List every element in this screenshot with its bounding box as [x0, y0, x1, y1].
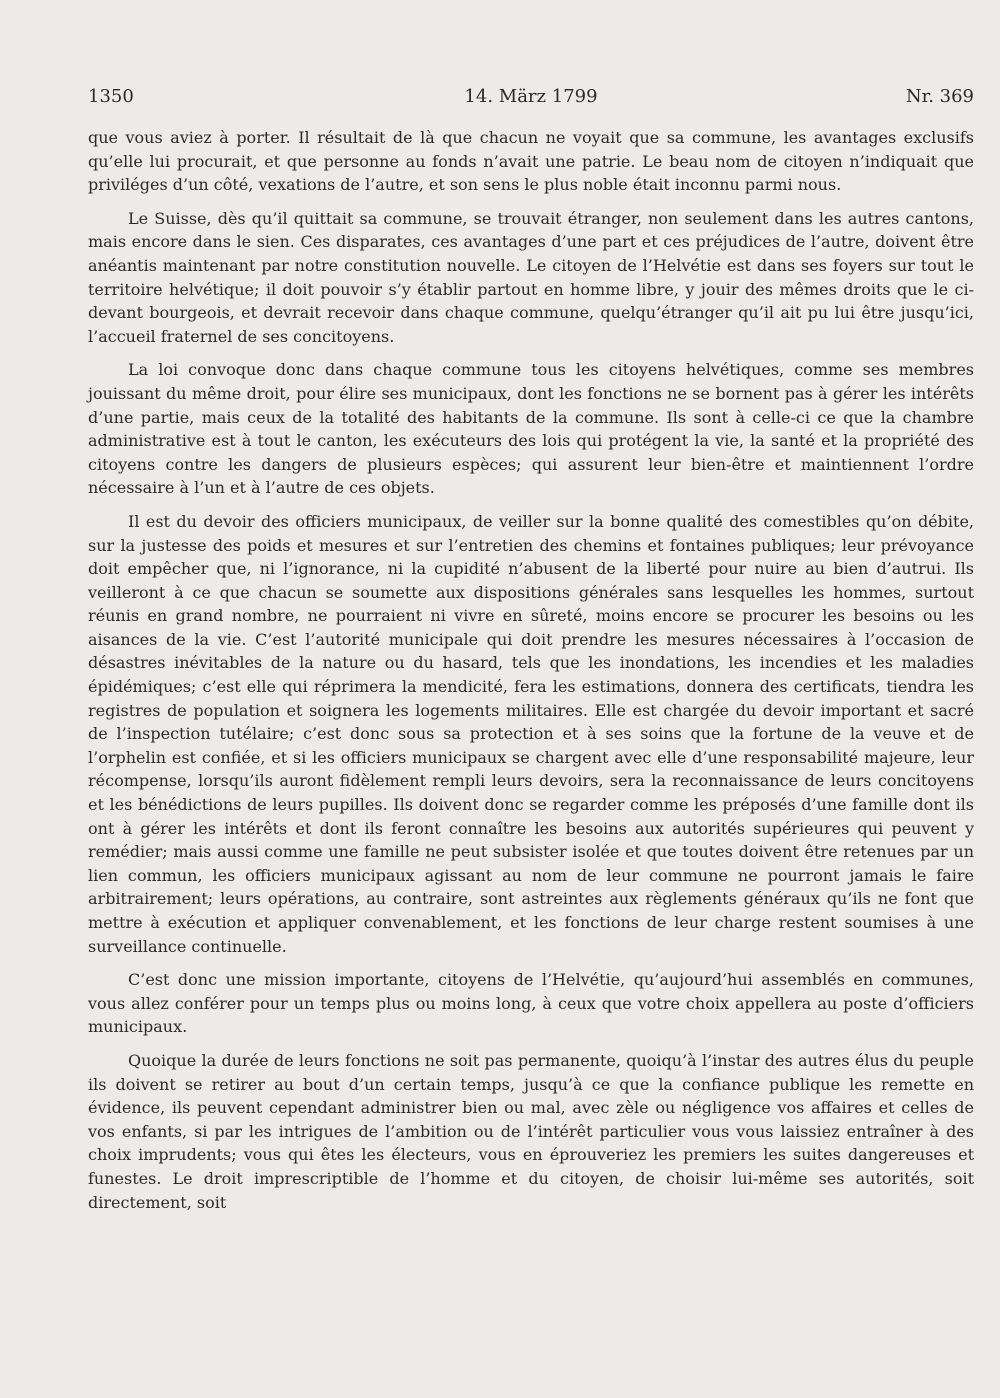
paragraph: Le Suisse, dès qu’il quittait sa commune, se trouvait étranger, non seulement dans les autres cantons, mais encore dans le sien. Ces disparates, ces avantages d’une part et ces préjudices de l’autre, doivent être anéantis maintenant par notre constitution nouvelle. Le citoyen de l’Helvétie est dans ses foyers sur tout le territoire helvétique; il doit pouvoir s’y établir partout en homme libre, y jouir des mêmes droits que le ci-devant bourgeois, et devrait recevoir dans chaque commune, quelqu’étranger qu’il ait pu lui être jusqu’ici, l’accueil fraternel de ses concitoyens.	[88, 208, 974, 346]
document-number: Nr. 369	[905, 86, 974, 107]
running-header	[88, 86, 974, 114]
page-number: 1350	[88, 86, 134, 107]
header-date: 14. März 1799	[464, 86, 598, 107]
paragraph: La loi convoque donc dans chaque commune tous les citoyens helvétiques, comme ses membres jouissant du même droit, pour élire ses municipaux, dont les fonctions ne se bornent pas à gérer les intérêts d’une partie, mais ceux de la totalité des habitants de la commune. Ils sont à celle-ci ce que la chambre administrative est à tout le canton, les exécuteurs des lois qui protégent la vie, la santé et la propriété des citoyens contre les dangers de plusieurs espèces; qui assurent leur bien-être et maintiennent l’ordre nécessaire à l’un et à l’autre de ces objets.	[88, 360, 974, 498]
body-text	[88, 126, 974, 1224]
paragraph: Il est du devoir des officiers municipaux, de veiller sur la bonne qualité des comestibles qu’on débite, sur la justesse des poids et mesures et sur l’entretien des chemins et fontaines publiques; leur prévoyance doit empêcher que, ni l’ignorance, ni la cupidité n’abusent de la liberté pour nuire au bien d’autrui. Ils veilleront à ce que chacun se soumette aux dispositions générales sans lesquelles les hommes, surtout réunis en grand nombre, ne pourraient ni vivre en sûreté, moins encore se procurer les besoins ou les aisances de la vie. C’est l’autorité municipale qui doit prendre les mesures nécessaires à l’occasion de désastres inévitables de la nature ou du hasard, tels que les inondations, les incendies et les maladies épidémiques; c’est elle qui réprimera la mendicité, fera les estimations, donnera des certificats, tiendra les registres de population et soignera les logements militaires. Elle est chargée du devoir important et sacré de l’inspection tutélaire; c’est donc sous sa protection et à ses soins que la fortune de la veuve et de l’orphelin est confiée, et si les officiers municipaux se chargent avec elle d’une responsabilité majeure, leur récompense, lorsqu’ils auront fidèlement rempli leurs devoirs, sera la reconnaissance de leurs concitoyens et les bénédictions de leurs pupilles. Ils doivent donc se regarder comme les préposés d’une famille dont ils ont à gérer les intérêts et dont ils feront connaître les besoins aux autorités supérieures qui peuvent y remédier; mais aussi comme une famille ne peut subsister isolée et que toutes doivent être retenues par un lien commun, les officiers municipaux agissant au nom de leur commune ne pourront jamais le faire arbitrairement; leurs opérations, au contraire, sont astreintes aux règlements généraux qu’ils ne font que mettre à exécution et appliquer convenablement, et les fonctions de leur charge restent soumises à une surveillance continuelle.	[88, 511, 974, 956]
paragraph: C’est donc une mission importante, citoyens de l’Helvétie, qu’aujourd’hui assemblés en communes, vous allez conférer pour un temps plus ou moins long, à ceux que votre choix appellera au poste d’officiers municipaux.	[88, 970, 974, 1037]
paragraph: Quoique la durée de leurs fonctions ne soit pas permanente, quoiqu’à l’instar des autres élus du peuple ils doivent se retirer au bout d’un certain temps, jusqu’à ce que la confiance publique les remette en évidence, ils peuvent cependant administrer bien ou mal, avec zèle ou négligence vos affaires et celles de vos enfants, si par les intrigues de l’ambition ou de l’intérêt particulier vous vous laissiez entraîner à des choix imprudents; vous qui êtes les électeurs, vous en éprouveriez les premiers les suites dangereuses et funestes. Le droit imprescriptible de l’homme et du citoyen, de choisir lui-même ses autorités, soit directement, soit	[88, 1050, 974, 1212]
paragraph: que vous aviez à porter. Il résultait de là que chacun ne voyait que sa commune, les avantages exclusifs qu’elle lui procurait, et que personne au fonds n’avait une patrie. Le beau nom de citoyen n’indiquait que priviléges d’un côté, vexations de l’autre, et son sens le plus noble était inconnu parmi nous.	[88, 128, 974, 195]
